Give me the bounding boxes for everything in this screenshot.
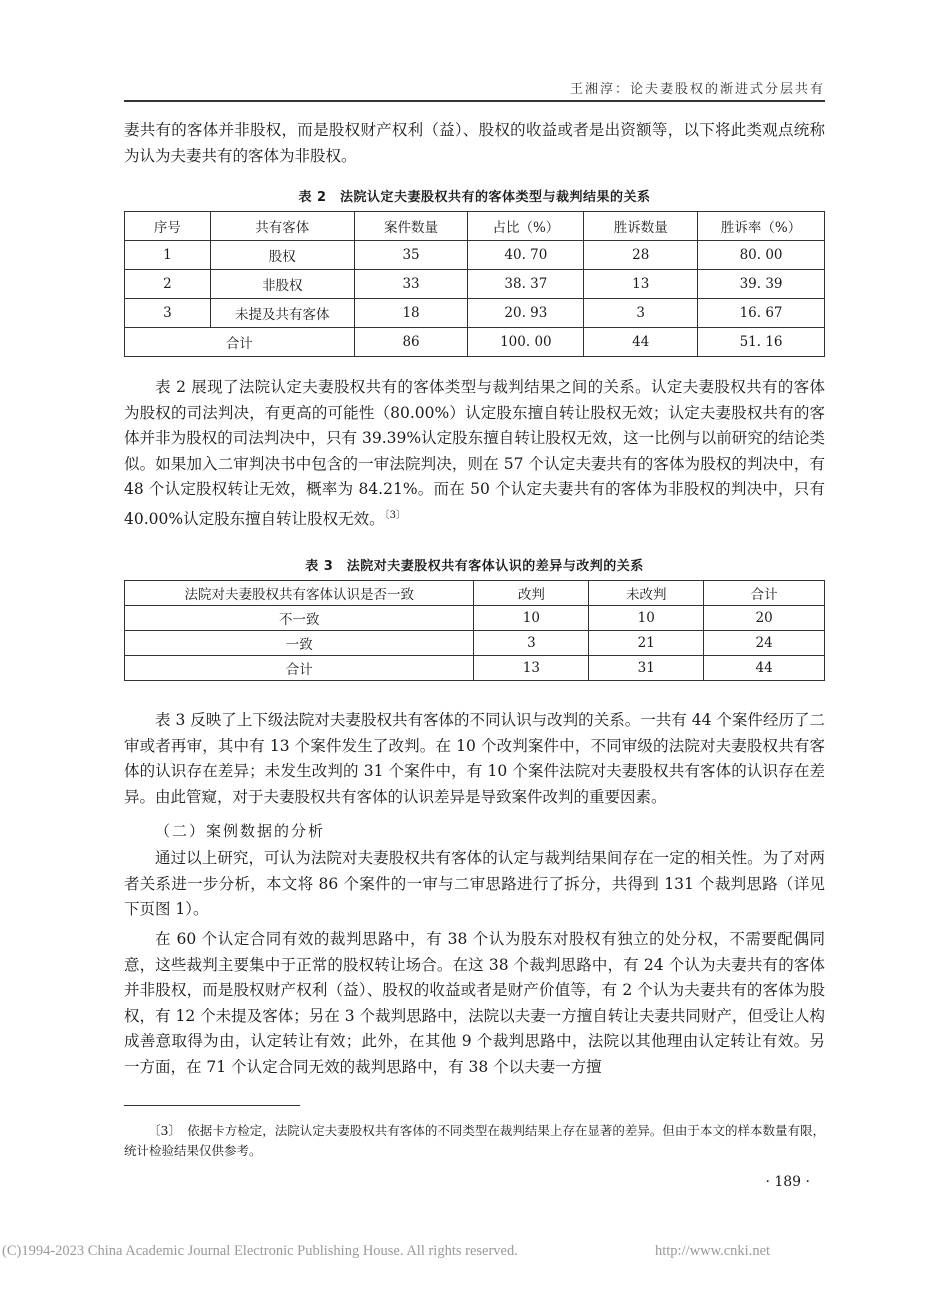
section-heading: （二）案例数据的分析: [155, 822, 326, 840]
table3: [124, 580, 825, 681]
table2-cell: 13: [584, 270, 698, 299]
table-row: [125, 270, 825, 299]
table2-cell: 非股权: [210, 270, 354, 299]
table2-cell: 51. 16: [698, 328, 825, 357]
table2-cell: 38. 37: [468, 270, 584, 299]
table2-header-cell: 胜诉率（%）: [698, 212, 825, 241]
table2-header-cell: 占比（%）: [468, 212, 584, 241]
running-header: 王湘淳：论夫妻股权的渐进式分层共有: [569, 82, 825, 97]
table2-cell: 股权: [210, 241, 354, 270]
table3-caption: 表 3 法院对夫妻股权共有客体认识的差异与改判的关系: [305, 559, 644, 574]
table2-header-cell: 案件数量: [354, 212, 468, 241]
table2-cell: 18: [354, 299, 468, 328]
table3-cell: 一致: [125, 631, 474, 656]
table3-cell: 20: [704, 606, 825, 631]
table2-cell: 未提及共有客体: [210, 299, 354, 328]
table2-cell: 合计: [125, 328, 355, 357]
paragraph-reasoning: 在 60 个认定合同有效的裁判思路中，有 38 个认为股东对股权有独立的处分权，不需要配偶同意，这些裁判主要集中于正常的股权转让场合。在这 38 个裁判思路中，有 24 个认为夫妻共有的客体并非股权，而是股权财产权利（益）、股权的收益或者是财产价值等，有 2 个认为夫妻共有的客体为股权，有 12 个未提及客体；另在 3 个裁判思路中，法院以夫妻一方擅自转让夫妻共同财产，但受让人构成善意取得为由，认定转让有效；此外，在其他 9 个裁判思路中，法院以其他理由认定转让有效。另一方面，在 71 个认定合同无效的裁判思路中，有 38 个以夫妻一方擅: [124, 930, 825, 1076]
table2-cell: 28: [584, 241, 698, 270]
table-row: [125, 241, 825, 270]
footnote: 〔3〕 依据卡方检定，法院认定夫妻股权共有客体的不同类型在裁判结果上存在显著的差异。但由于本文的样本数量有限，统计检验结果仅供参考。: [124, 1123, 825, 1158]
copyright-notice: (C)1994-2023 China Academic Journal Electronic Publishing House. All rights reserved.: [2, 1243, 518, 1259]
paragraph-intro: 妻共有的客体并非股权，而是股权财产权利（益）、股权的收益或者是出资额等，以下将此类观点统称为认为夫妻共有的客体为非股权。: [124, 121, 825, 165]
copyright-line: [2, 1243, 942, 1260]
table3-cell: 21: [589, 631, 704, 656]
table2-cell: 35: [354, 241, 468, 270]
table3-cell: 10: [474, 606, 589, 631]
table2-header-row: [125, 212, 825, 241]
table3-header-cell: 改判: [474, 581, 589, 606]
header-rule: [124, 100, 825, 102]
table2-cell: 40. 70: [468, 241, 584, 270]
table3-cell: 24: [704, 631, 825, 656]
table3-header-cell: 合计: [704, 581, 825, 606]
table2-cell: 3: [125, 299, 211, 328]
table-row: [125, 606, 825, 631]
page-number: · 189 ·: [765, 1174, 810, 1190]
paragraph-case-analysis: 通过以上研究，可认为法院对夫妻股权共有客体的认定与裁判结果间存在一定的相关性。为了对两者关系进一步分析，本文将 86 个案件的一审与二审思路进行了拆分，共得到 131 个裁判思路（详见下页图 1）。: [124, 849, 825, 918]
table3-cell: 44: [704, 656, 825, 681]
table-row: [125, 299, 825, 328]
table2-total-row: [125, 328, 825, 357]
table3-header-cell: 未改判: [589, 581, 704, 606]
table2-cell: 44: [584, 328, 698, 357]
table3-cell: 10: [589, 606, 704, 631]
table-row: [125, 656, 825, 681]
table2-header-cell: 序号: [125, 212, 211, 241]
table2-cell: 39. 39: [698, 270, 825, 299]
table3-cell: 13: [474, 656, 589, 681]
table3-cell: 3: [474, 631, 589, 656]
cnki-url: http://www.cnki.net: [655, 1243, 771, 1259]
table2-cell: 3: [584, 299, 698, 328]
table-row: [125, 631, 825, 656]
table3-cell: 31: [589, 656, 704, 681]
table2-cell: 1: [125, 241, 211, 270]
paragraph-table2-analysis: [124, 375, 825, 532]
paragraph-table3-analysis: 表 3 反映了上下级法院对夫妻股权共有客体的不同认识与改判的关系。一共有 44 个案件经历了二审或者再审，其中有 13 个案件发生了改判。在 10 个改判案件中，不同审级的法院对夫妻股权共有客体的认识存在差异；未发生改判的 31 个案件中，有 10 个案件法院对夫妻股权共有客体的认识存在差异。由此管窥，对于夫妻股权共有客体的认识差异是导致案件改判的重要因素。: [124, 711, 825, 806]
table3-cell: 不一致: [125, 606, 474, 631]
table2-cell: 16. 67: [698, 299, 825, 328]
footnote-rule: [124, 1105, 300, 1106]
table2-header-cell: 胜诉数量: [584, 212, 698, 241]
table2-caption: 表 2 法院认定夫妻股权共有的客体类型与裁判结果的关系: [298, 190, 651, 205]
table2-cell: 2: [125, 270, 211, 299]
paragraph-text: 表 2 展现了法院认定夫妻股权共有的客体类型与裁判结果之间的关系。认定夫妻股权共有的客体为股权的司法判决，有更高的可能性（80.00%）认定股东擅自转让股权无效；认定夫妻股权共有的客体并非为股权的司法判决中，只有 39.39%认定股东擅自转让股权无效，这一比例与以前研究的结论类似。如果加入二审判决书中包含的一审法院判决，则在 57 个认定夫妻共有的客体为股权的判决中，有 48 个认定股权转让无效，概率为 84.21%。而在 50 个认定夫妻共有的客体为非股权的判决中，只有 40.00%认定股东擅自转让股权无效。: [124, 378, 825, 528]
table2-cell: 20. 93: [468, 299, 584, 328]
table2-cell: 86: [354, 328, 468, 357]
table2-header-cell: 共有客体: [210, 212, 354, 241]
table2-cell: 33: [354, 270, 468, 299]
table2: [124, 211, 825, 357]
table3-header-cell: 法院对夫妻股权共有客体认识是否一致: [125, 581, 474, 606]
citation-marker: 〔3〕: [384, 509, 406, 521]
table2-cell: 100. 00: [468, 328, 584, 357]
table3-header-row: [125, 581, 825, 606]
table2-cell: 80. 00: [698, 241, 825, 270]
table3-cell: 合计: [125, 656, 474, 681]
